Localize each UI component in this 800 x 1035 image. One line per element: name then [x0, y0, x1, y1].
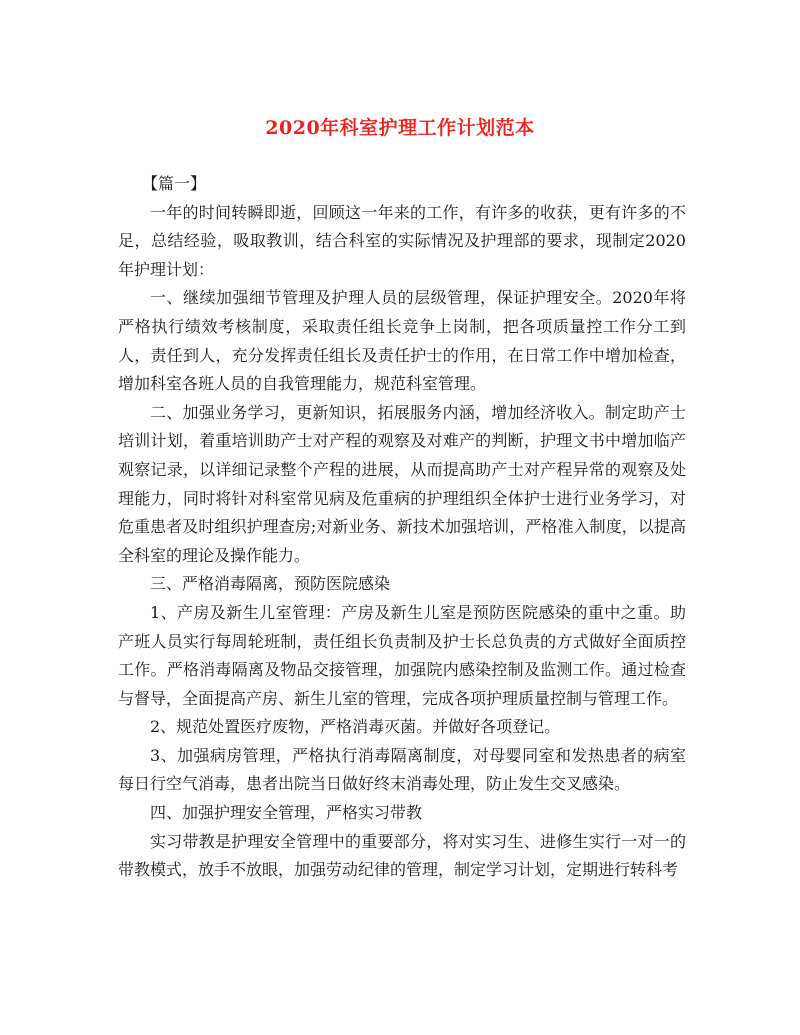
paragraph: 一年的时间转瞬即逝，回顾这一年来的工作，有许多的收获，更有许多的不足，总结经验，吸取教训，结合科室的实际情况及护理部的要求，现制定2020年护理计划： — [118, 202, 686, 279]
paragraph: 一、继续加强细节管理及护理人员的层级管理，保证护理安全。2020年将严格执行绩效考核制度，采取责任组长竞争上岗制，把各项质量控工作分工到人，责任到人，充分发挥责任组长及责任护士的作用，在日常工作中增加检查，增加科室各班人员的自我管理能力，规范科室管理。 — [118, 288, 686, 394]
paragraph: 1、产房及新生儿室管理：产房及新生儿室是预防医院感染的重中之重。助产班人员实行每周轮班制，责任组长负责制及护士长总负责的方式做好全面质控工作。严格消毒隔离及物品交接管理，加强院内感染控制及监测工作。通过检查与督导，全面提高产房、新生儿室的管理，完成各项护理质量控制与管理工作。 — [118, 602, 686, 708]
section-tag: 【篇一】 — [142, 174, 207, 193]
section-heading: 四、加强护理安全管理，严格实习带教 — [150, 803, 423, 823]
section-heading: 三、严格消毒隔离，预防医院感染 — [150, 574, 391, 594]
paragraph: 二、加强业务学习，更新知识，拓展服务内涵，增加经济收入。制定助产士培训计划，着重培训助产士对产程的观察及对难产的判断，护理文书中增加临产观察记录，以详细记录整个产程的进展，从而提高助产士对产程异常的观察及处理能力，同时将针对科室常见病及危重病的护理组织全体护士进行业务学习，对危重患者及时组织护理查房;对新业务、新技术加强培训，严格准入制度，以提高全科室的理论及操作能力。 — [118, 402, 686, 565]
paragraph: 实习带教是护理安全管理中的重要部分，将对实习生、进修生实行一对一的带教模式，放手不放眼，加强劳动纪律的管理，制定学习计划，定期进行转科考 — [118, 831, 686, 880]
paragraph: 2、规范处置医疗废物，严格消毒灭菌。并做好各项登记。 — [150, 717, 561, 737]
paragraph: 3、加强病房管理，严格执行消毒隔离制度，对母婴同室和发热患者的病室每日行空气消毒，患者出院当日做好终末消毒处理，防止发生交叉感染。 — [118, 745, 686, 794]
document-title: 2020年科室护理工作计划范本 — [265, 117, 535, 139]
document-body — [118, 170, 686, 885]
